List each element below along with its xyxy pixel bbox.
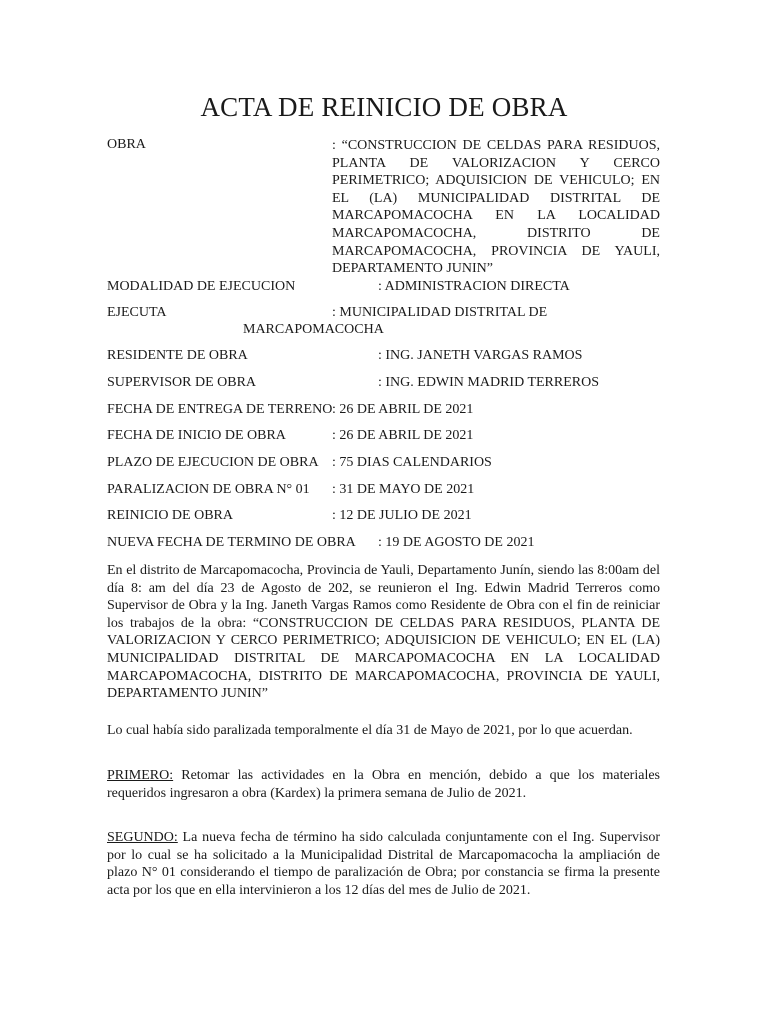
residente-value: : ING. JANETH VARGAS RAMOS: [378, 348, 583, 363]
residente-label: RESIDENTE DE OBRA: [107, 348, 248, 363]
supervisor-value: : ING. EDWIN MADRID TERREROS: [378, 375, 600, 390]
obra-label: OBRA: [107, 137, 146, 152]
nueva-fecha-label: NUEVA FECHA DE TERMINO DE OBRA: [107, 535, 356, 550]
paragraph-segundo: [107, 829, 660, 899]
plazo-value: : 75 DIAS CALENDARIOS: [332, 455, 492, 470]
inicio-value: : 26 DE ABRIL DE 2021: [332, 428, 474, 443]
plazo-label: PLAZO DE EJECUCION DE OBRA: [107, 455, 319, 470]
modalidad-value: : ADMINISTRACION DIRECTA: [378, 279, 570, 294]
segundo-label: SEGUNDO:: [107, 830, 178, 845]
paralizacion-value: : 31 DE MAYO DE 2021: [332, 482, 475, 497]
nueva-fecha-value: : 19 DE AGOSTO DE 2021: [378, 535, 535, 550]
ejecuta-value-cont: MARCAPOMACOCHA: [243, 322, 384, 337]
ejecuta-value: : MUNICIPALIDAD DISTRITAL DE: [332, 305, 548, 320]
segundo-text: La nueva fecha de término ha sido calculada conjuntamente con el Ing. Supervisor por lo cual se ha solicitado a la Municipalidad Distrital de Marcapomacocha la ampliación de plazo N° 01 considerando el tiempo de paralización de Obra; por constancia se firma la presente acta por los que en ella intervinieron a los 12 días del mes de Julio de 2021.: [107, 830, 660, 898]
reinicio-value: : 12 DE JULIO DE 2021: [332, 508, 472, 523]
paragraph-primero: [107, 767, 660, 802]
supervisor-label: SUPERVISOR DE OBRA: [107, 375, 257, 390]
obra-value: : “CONSTRUCCION DE CELDAS PARA RESIDUOS, PLANTA DE VALORIZACION Y CERCO PERIMETRICO; ADQUISICION DE VEHICULO; EN EL (LA) MUNICIPALIDAD DISTRITAL DE MARCAPOMACOCHA EN LA LOCALIDAD MARCAPOMACOCHA, DISTRITO DE MARCAPOMACOCHA, PROVINCIA DE YAULI, DEPARTAMENTO JUNIN”: [332, 138, 660, 277]
entrega-label: FECHA DE ENTREGA DE TERRENO: [107, 402, 333, 417]
ejecuta-label: EJECUTA: [107, 305, 167, 320]
modalidad-label: MODALIDAD DE EJECUCION: [107, 279, 296, 294]
paragraph-paralizada: Lo cual había sido paralizada temporalmente el día 31 de Mayo de 2021, por lo que acuerdan.: [107, 723, 633, 738]
inicio-label: FECHA DE INICIO DE OBRA: [107, 428, 286, 443]
document-title: ACTA DE REINICIO DE OBRA: [200, 92, 568, 122]
primero-label: PRIMERO:: [107, 768, 174, 783]
reinicio-label: REINICIO DE OBRA: [107, 508, 233, 523]
paralizacion-label: PARALIZACION DE OBRA N° 01: [107, 482, 310, 497]
entrega-value: : 26 DE ABRIL DE 2021: [332, 402, 474, 417]
primero-text: Retomar las actividades en la Obra en mención, debido a que los materiales requeridos ingresaron a obra (Kardex) la primera semana de Julio de 2021.: [107, 768, 660, 801]
paragraph-intro: En el distrito de Marcapomacocha, Provincia de Yauli, Departamento Junín, siendo las 8:00am del día 8: am del día 23 de Agosto de 202, se reunieron el Ing. Edwin Madrid Terreros como Supervisor de Obra y la Ing. Janeth Vargas Ramos como Residente de Obra con el fin de reiniciar los trabajos de la obra: “CONSTRUCCION DE CELDAS PARA RESIDUOS, PLANTA DE VALORIZACION Y CERCO PERIMETRICO; ADQUISICION DE VEHICULO; EN EL (LA) MUNICIPALIDAD DISTRITAL DE MARCAPOMACOCHA EN LA LOCALIDAD MARCAPOMACOCHA, DISTRITO DE MARCAPOMACOCHA, PROVINCIA DE YAULI, DEPARTAMENTO JUNIN”: [107, 563, 660, 702]
